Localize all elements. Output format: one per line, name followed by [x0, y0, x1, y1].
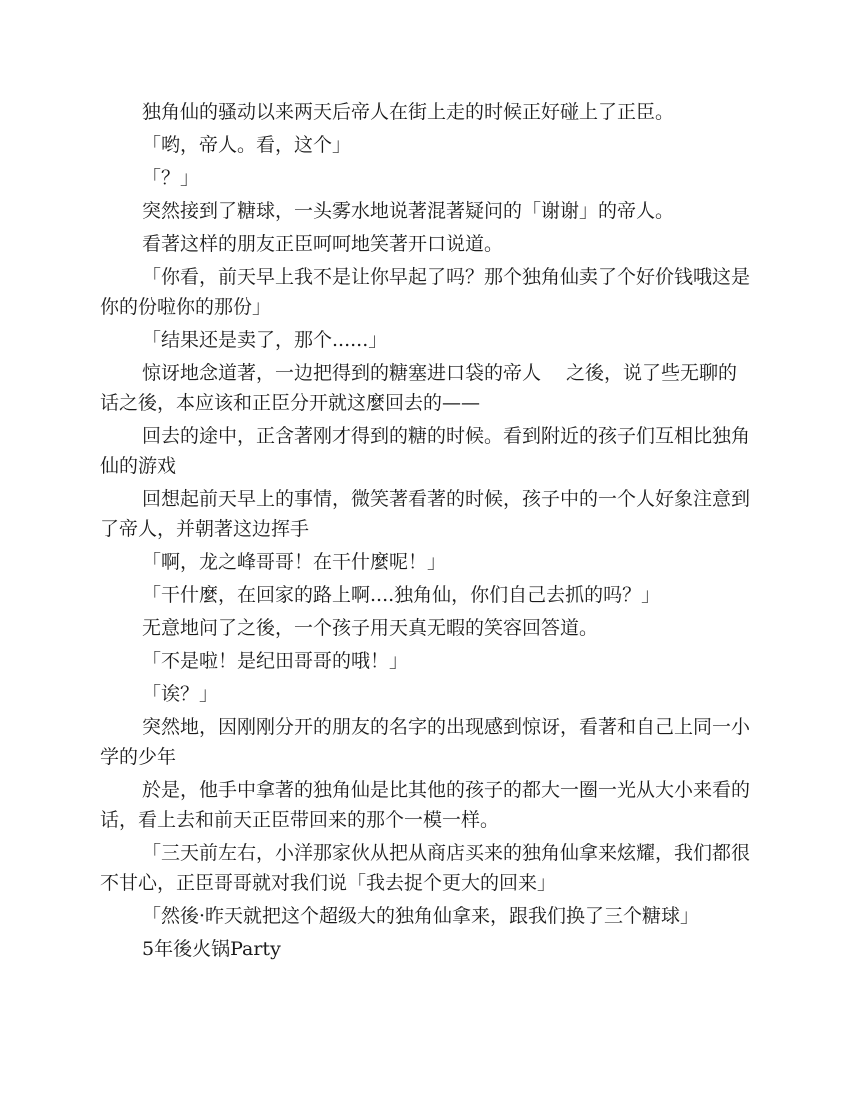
paragraph: 回想起前天早上的事情，微笑著看著的时候，孩子中的一个人好象注意到了帝人，并朝著这边挥手 — [100, 488, 751, 540]
paragraph: 无意地问了之後，一个孩子用天真无暇的笑容回答道。 — [142, 617, 599, 639]
paragraph: 「结果还是卖了，那个......」 — [142, 329, 388, 351]
paragraph: 「然後·昨天就把这个超级大的独角仙拿来，跟我们换了三个糖球」 — [142, 905, 700, 927]
paragraph: 「三天前左右，小洋那家伙从把从商店买来的独角仙拿来炫耀，我们都很不甘心，正臣哥哥就对我们说「我去捉个更大的回来」 — [100, 842, 751, 894]
paragraph: 「？」 — [142, 167, 200, 189]
paragraph: 突然地，因刚刚分开的朋友的名字的出现感到惊讶，看著和自己上同一小学的少年 — [100, 716, 751, 768]
paragraph: 「干什麼，在回家的路上啊....独角仙，你们自己去抓的吗？」 — [142, 584, 661, 606]
paragraph: 於是，他手中拿著的独角仙是比其他的孩子的都大一圈一光从大小来看的话，看上去和前天正臣带回来的那个一模一样。 — [100, 779, 751, 831]
paragraph: 「不是啦！是纪田哥哥的哦！」 — [142, 650, 409, 672]
paragraph: 「诶？」 — [142, 683, 219, 705]
document-body — [100, 97, 750, 967]
paragraph: 看著这样的朋友正臣呵呵地笑著开口说道。 — [142, 233, 504, 255]
paragraph: 惊讶地念道著，一边把得到的糖塞进口袋的帝人 之後，说了些无聊的话之後，本应该和正臣分开就这麼回去的—— — [100, 362, 738, 414]
paragraph: 突然接到了糖球，一头雾水地说著混著疑问的「谢谢」的帝人。 — [142, 200, 675, 222]
paragraph: 5年後火锅Party — [142, 938, 281, 960]
paragraph: 「啊，龙之峰哥哥！在干什麼呢！」 — [142, 551, 447, 573]
paragraph: 回去的途中，正含著刚才得到的糖的时候。看到附近的孩子们互相比独角仙的游戏 — [100, 425, 751, 477]
paragraph: 独角仙的骚动以来两天后帝人在街上走的时候正好碰上了正臣。 — [142, 101, 675, 123]
paragraph: 「哟，帝人。看，这个」 — [142, 134, 352, 156]
paragraph: 「你看，前天早上我不是让你早起了吗？那个独角仙卖了个好价钱哦这是你的份啦你的那份」 — [100, 266, 751, 318]
